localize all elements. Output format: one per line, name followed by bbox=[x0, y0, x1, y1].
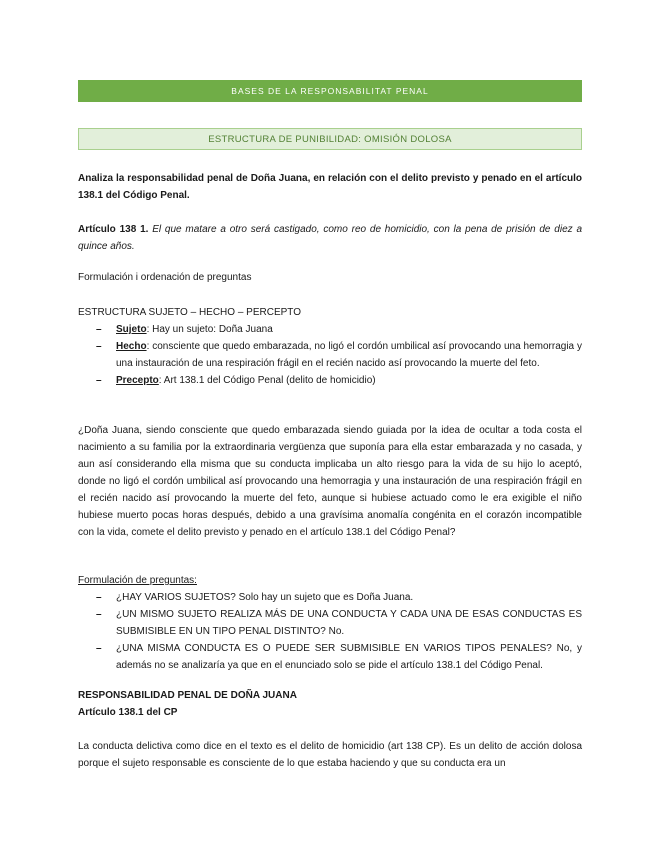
question-item: – ¿HAY VARIOS SUJETOS? Solo hay un sujeto que es Doña Juana. bbox=[78, 589, 582, 606]
formulation-heading: Formulación i ordenación de preguntas bbox=[78, 272, 252, 283]
questions-list bbox=[78, 589, 582, 674]
article-label: Artículo 138 1. bbox=[78, 224, 149, 235]
main-question-paragraph: ¿Doña Juana, siendo consciente que quedo embarazada siendo guiada por la idea de ocultar a toda costa el nacimiento a su familia por la extraordinaria vergüenza que suponía para ella estar embarazada y no casada, y aun así considerando ella misma que su conducta implicaba un alto riesgo para la vida de su hijo lo aceptó, donde no ligó el cordón umbilical así provocando una hemorragia y una instauración de una respiración frágil en el recién nacido así provocando la muerte del feto, aunque si hubiese actuado como le era exigible el niño hubiese muerto pocas horas después, debido a una gravísima anomalía congénita en el corazón incompatible con la vida, comete el delito previsto y penado en el artículo 138.1 del Código Penal? bbox=[78, 425, 582, 538]
question-item: – ¿UNA MISMA CONDUCTA ES O PUEDE SER SUBMISIBLE EN VARIOS TIPOS PENALES? No, y además no se analizaría ya que en el enunciado solo se pide el artículo 138.1 del Código Penal. bbox=[78, 640, 582, 674]
structure-item-subject: – Sujeto: Hay un sujeto: Doña Juana bbox=[78, 321, 582, 338]
section-title-box: ESTRUCTURA DE PUNIBILIDAD: OMISIÓN DOLOSA bbox=[78, 128, 582, 150]
responsibility-subheading: Artículo 138.1 del CP bbox=[78, 707, 178, 718]
article-text: El que matare a otro será castigado, como reo de homicidio, con la pena de prisión de diez a quince años. bbox=[78, 224, 583, 252]
final-paragraph: La conducta delictiva como dice en el texto es el delito de homicidio (art 138 CP). Es un delito de acción dolosa porque el sujeto responsable es consciente de lo que estaba haciendo y que su conducta era un bbox=[78, 741, 582, 769]
structure-item-precept: – Precepto: Art 138.1 del Código Penal (delito de homicidio) bbox=[78, 372, 582, 389]
structure-list bbox=[78, 321, 582, 389]
article-quote bbox=[78, 221, 582, 255]
questions-heading: Formulación de preguntas: bbox=[78, 575, 197, 586]
structure-item-fact: – Hecho: consciente que quedo embarazada, no ligó el cordón umbilical así provocando una hemorragia y una instauración de una respiración frágil en el recién nacido así provocando la muerte del feto. bbox=[78, 338, 582, 372]
structure-heading: ESTRUCTURA SUJETO – HECHO – PERCEPTO bbox=[78, 307, 302, 318]
question-statement: Analiza la responsabilidad penal de Doña Juana, en relación con el delito previsto y penado en el artículo 138.1 del Código Penal. bbox=[78, 173, 582, 201]
responsibility-heading: RESPONSABILIDAD PENAL DE DOÑA JUANA bbox=[78, 690, 297, 701]
question-item: – ¿UN MISMO SUJETO REALIZA MÁS DE UNA CONDUCTA Y CADA UNA DE ESAS CONDUCTAS ES SUBMISIBLE EN UN TIPO PENAL DISTINTO? No. bbox=[78, 606, 582, 640]
document-banner: BASES DE LA RESPONSABILITAT PENAL bbox=[78, 80, 582, 102]
